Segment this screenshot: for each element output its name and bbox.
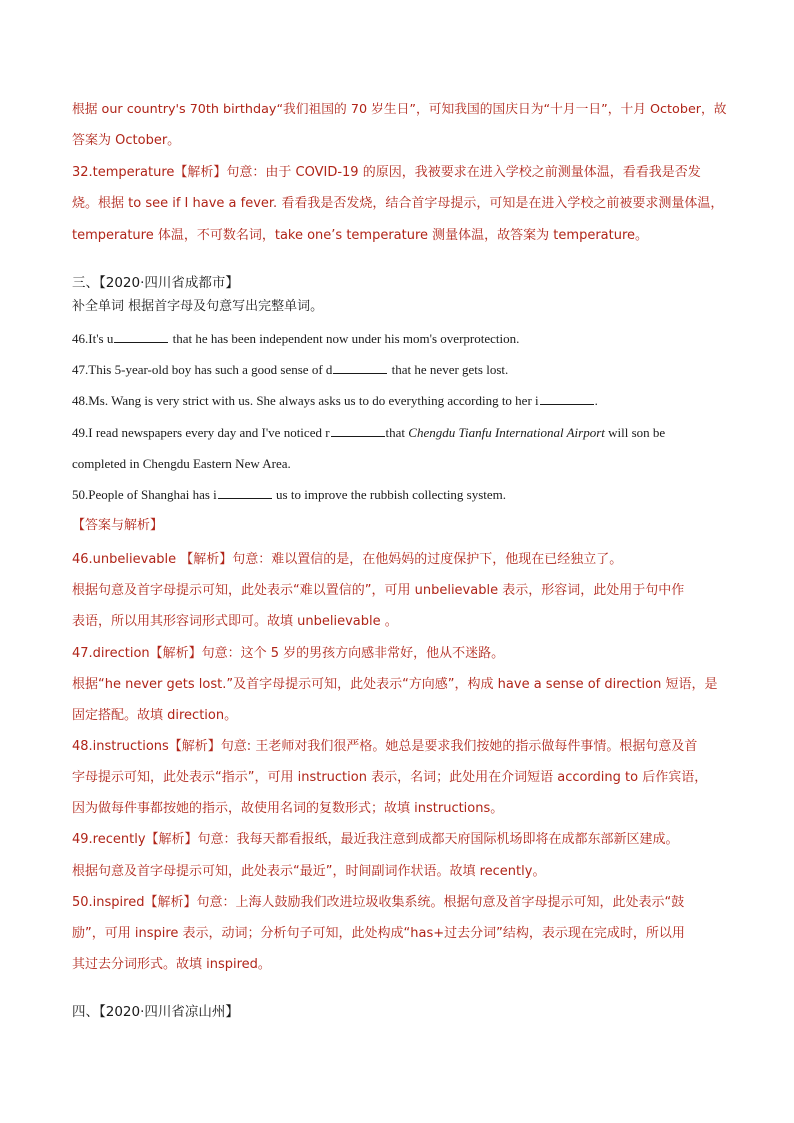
question-46-after: that he has been independent now under his mom's overprotection. [169,331,520,346]
question-49-mid: that [385,425,409,440]
question-50 [72,486,732,504]
answer-50-line-1: 50.inspired【解析】句意：上海人鼓励我们改进垃圾收集系统。根据句意及首字母提示可知，此处表示“鼓 [72,895,685,910]
question-46-before: 46.It's u [72,331,114,346]
question-46 [72,330,732,348]
answer-48-line-3: 因为做每件事都按她的指示，故使用名词的复数形式；故填 instructions。 [72,801,504,816]
answer-47-line-2: 根据“he never gets lost.”及首字母提示可知，此处表示“方向感”，构成 have a sense of direction 短语，是 [72,677,718,692]
question-50-before: 50.People of Shanghai has i [72,487,217,502]
intro-line-2: 答案为 October。 [72,133,181,148]
answer-blank [333,361,387,374]
question-49-airport-name: Chengdu Tianfu International Airport [408,425,605,440]
answer-32-line-1: 32.temperature【解析】句意：由于 COVID-19 的原因，我被要求在进入学校之前测量体温，看看我是否发 [72,165,701,180]
answer-49-line-2: 根据句意及首字母提示可知，此处表示“最近”，时间副词作状语。故填 recently。 [72,864,546,879]
answer-blank [331,424,385,437]
answer-46-line-2: 根据句意及首字母提示可知，此处表示“难以置信的”，可用 unbelievable 表示，形容词，此处用于句中作 [72,583,685,598]
section-4-heading: 四、【2020·四川省凉山州】 [72,1004,239,1020]
section-3-heading [72,274,732,292]
answer-48-line-1: 48.instructions【解析】句意: 王老师对我们很严格。她总是要求我们按她的指示做每件事情。根据句意及首 [72,739,698,754]
answer-46-line-1: 46.unbelievable 【解析】句意：难以置信的是，在他妈妈的过度保护下，他现在已经独立了。 [72,552,623,567]
question-47-before: 47.This 5-year-old boy has such a good sense of d [72,362,333,377]
question-47-after: that he never gets lost. [388,362,509,377]
answer-32-line-2: 烧。根据 to see if I have a fever. 看看我是否发烧，结合首字母提示，可知是在进入学校之前被要求测量体温， [72,196,724,211]
answer-blank [218,486,272,499]
intro-line-1: 根据 our country's 70th birthday“我们祖国的 70 岁生日”，可知我国的国庆日为“十月一日”，十月 October，故 [72,102,727,117]
answer-49-line-1: 49.recently【解析】句意：我每天都看报纸，最近我注意到成都天府国际机场即将在成都东部新区建成。 [72,832,679,847]
question-50-after: us to improve the rubbish collecting system. [272,487,507,502]
question-49-line-2: completed in Chengdu Eastern New Area. [72,456,291,471]
answer-32-line-3: temperature 体温，不可数名词，take one’s temperature 测量体温，故答案为 temperature。 [72,228,649,243]
question-48 [72,392,732,410]
question-49-after: will son be [604,425,666,440]
answer-47-line-3: 固定搭配。故填 direction。 [72,708,238,723]
question-49 [72,424,732,442]
question-49-before: 49.I read newspapers every day and I've noticed r [72,425,330,440]
question-48-before: 48.Ms. Wang is very strict with us. She always asks us to do everything according to her i [72,393,539,408]
answer-46-line-3: 表语，所以用其形容词形式即可。故填 unbelievable 。 [72,614,398,629]
answer-50-line-2: 励”，可用 inspire 表示，动词；分析句子可知，此处构成“has+过去分词”结构，表示现在完成时，所以用 [72,926,685,941]
answer-heading: 【答案与解析】 [72,518,164,533]
answer-blank [114,330,168,343]
answer-47-line-1: 47.direction【解析】句意：这个 5 岁的男孩方向感非常好，他从不迷路。 [72,646,505,661]
section-3-instruction: 补全单词 根据首字母及句意写出完整单词。 [72,299,324,314]
section-3-heading-text: 三、【2020·四川省成都市】 [72,275,239,291]
answer-blank [540,392,594,405]
answer-48-line-2: 字母提示可知，此处表示“指示”，可用 instruction 表示，名词；此处用在介词短语 according to 后作宾语， [72,770,708,785]
question-48-after: . [594,393,598,408]
answer-50-line-3: 其过去分词形式。故填 inspired。 [72,957,271,972]
question-47 [72,361,732,379]
